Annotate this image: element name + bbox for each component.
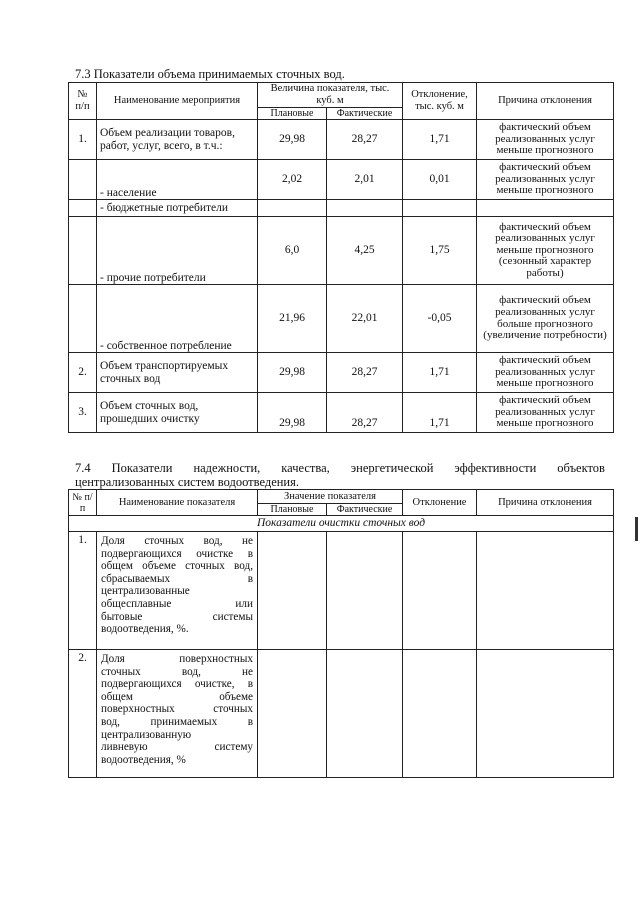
row-num [69,200,97,217]
row-name-line: общем объеме сточных вод, [101,560,253,573]
row-reason: фактический объем реализованных услуг меньше прогнозного [477,393,614,433]
col-header-reason: Причина отклонения [477,490,614,516]
table-row [69,393,614,433]
row-num: 1. [69,120,97,160]
row-deviation: 0,01 [403,160,477,200]
row-name-line: водоотведения, % [101,753,186,766]
row-name-line: общем объеме [101,690,253,703]
row-name: - бюджетные потребители [97,200,258,217]
row-num [69,160,97,200]
row-deviation: 1,71 [403,393,477,433]
col-header-deviation: Отклонение [403,490,477,516]
row-name-line: бытовые системы [101,610,253,623]
col-header-num: № п/п [69,83,97,120]
row-name-line: централизованную [101,728,192,741]
heading-word: объектов [557,461,605,475]
wastewater-volume-table [68,82,614,433]
row-reason: фактический объем реализованных услуг меньше прогнозного [477,160,614,200]
table-row [69,160,614,200]
row-planned: 29,98 [258,353,327,393]
row-deviation: 1,71 [403,120,477,160]
row-planned [258,532,327,650]
row-reason [477,532,614,650]
row-reason [477,200,614,217]
row-name-line: сбрасываемых в [101,572,253,585]
col-header-num: № п/п [69,490,97,516]
row-name-line: подвергающихся очистке в [101,547,253,560]
row-name [97,650,258,778]
row-name-line: Доля поверхностных [101,653,253,665]
heading-word: качества, [281,461,330,475]
row-name-line: подвергающихся очистке, в [101,678,253,691]
row-deviation [403,650,477,778]
row-planned [258,200,327,217]
row-reason: фактический объем реализованных услуг меньше прогнозного [477,120,614,160]
row-reason: фактический объем реализованных услуг больше прогнозного (увеличение потребности) [477,285,614,353]
row-name-line: централизованные [101,585,190,598]
row-name-line: вод, принимаемых в [101,715,253,728]
row-num [69,217,97,285]
heading-word: энергетической [350,461,434,475]
row-name-line: Доля сточных вод, не [101,535,253,547]
row-actual [327,200,403,217]
row-name: - собственное потребление [97,285,258,353]
row-actual: 4,25 [327,217,403,285]
section-title: Показатели очистки сточных вод [69,516,614,532]
heading-word: эффективности [454,461,537,475]
heading-word: Показатели [111,461,173,475]
col-header-actual: Фактические [327,504,403,516]
row-num [69,285,97,353]
table-row [69,650,614,778]
row-reason [477,650,614,778]
col-header-planned: Плановые [258,504,327,516]
table-row [69,200,614,217]
row-planned [258,650,327,778]
row-num: 3. [69,393,97,433]
row-deviation: 1,75 [403,217,477,285]
row-name: - население [97,160,258,200]
row-name: Объем реализации товаров, работ, услуг, всего, в т.ч.: [97,120,258,160]
col-header-value-group: Величина показателя, тыс. куб. м [258,83,403,108]
row-actual [327,532,403,650]
row-num: 2. [69,650,97,778]
row-actual: 22,01 [327,285,403,353]
table-row [69,353,614,393]
row-name: - прочие потребители [97,217,258,285]
col-header-actual: Фактические [327,108,403,120]
table-row [69,120,614,160]
row-planned: 29,98 [258,120,327,160]
section-7-4-heading-line2: централизованных систем водоотведения. [75,475,299,489]
row-deviation [403,532,477,650]
heading-word: 7.4 [75,461,91,475]
row-name: Объем сточных вод, прошедших очистку [97,393,258,433]
section-7-4-heading [75,461,605,475]
col-header-name: Наименование мероприятия [97,83,258,120]
row-reason: фактический объем реализованных услуг меньше прогнозного [477,353,614,393]
section-7-3-heading: 7.3 Показатели объема принимаемых сточных вод. [75,67,345,81]
row-num: 2. [69,353,97,393]
row-planned: 6,0 [258,217,327,285]
row-name-line: водоотведения, %. [101,623,189,636]
table-row [69,532,614,650]
row-actual: 28,27 [327,393,403,433]
heading-word: надежности, [193,461,261,475]
row-name-line: общесплавные или [101,597,253,610]
row-deviation: -0,05 [403,285,477,353]
row-reason: фактический объем реализованных услуг меньше прогнозного (сезонный характер работы) [477,217,614,285]
row-name-line: ливневую систему [101,741,253,754]
row-name: Объем транспортируемых сточных вод [97,353,258,393]
col-header-value-group: Значение показателя [258,490,403,504]
reliability-indicators-table [68,489,614,778]
row-planned: 29,98 [258,393,327,433]
table-row [69,217,614,285]
row-name [97,532,258,650]
row-planned: 2,02 [258,160,327,200]
row-name-line: сточных вод, не [101,665,253,678]
table-row [69,285,614,353]
col-header-deviation: Отклонение, тыс. куб. м [403,83,477,120]
row-deviation: 1,71 [403,353,477,393]
row-num: 1. [69,532,97,650]
col-header-planned: Плановые [258,108,327,120]
col-header-name: Наименование показателя [97,490,258,516]
row-planned: 21,96 [258,285,327,353]
row-deviation [403,200,477,217]
row-name-line: поверхностных сточных [101,703,253,716]
row-actual [327,650,403,778]
scan-edge-mark [635,517,638,541]
row-actual: 2,01 [327,160,403,200]
row-actual: 28,27 [327,353,403,393]
col-header-reason: Причина отклонения [477,83,614,120]
row-actual: 28,27 [327,120,403,160]
